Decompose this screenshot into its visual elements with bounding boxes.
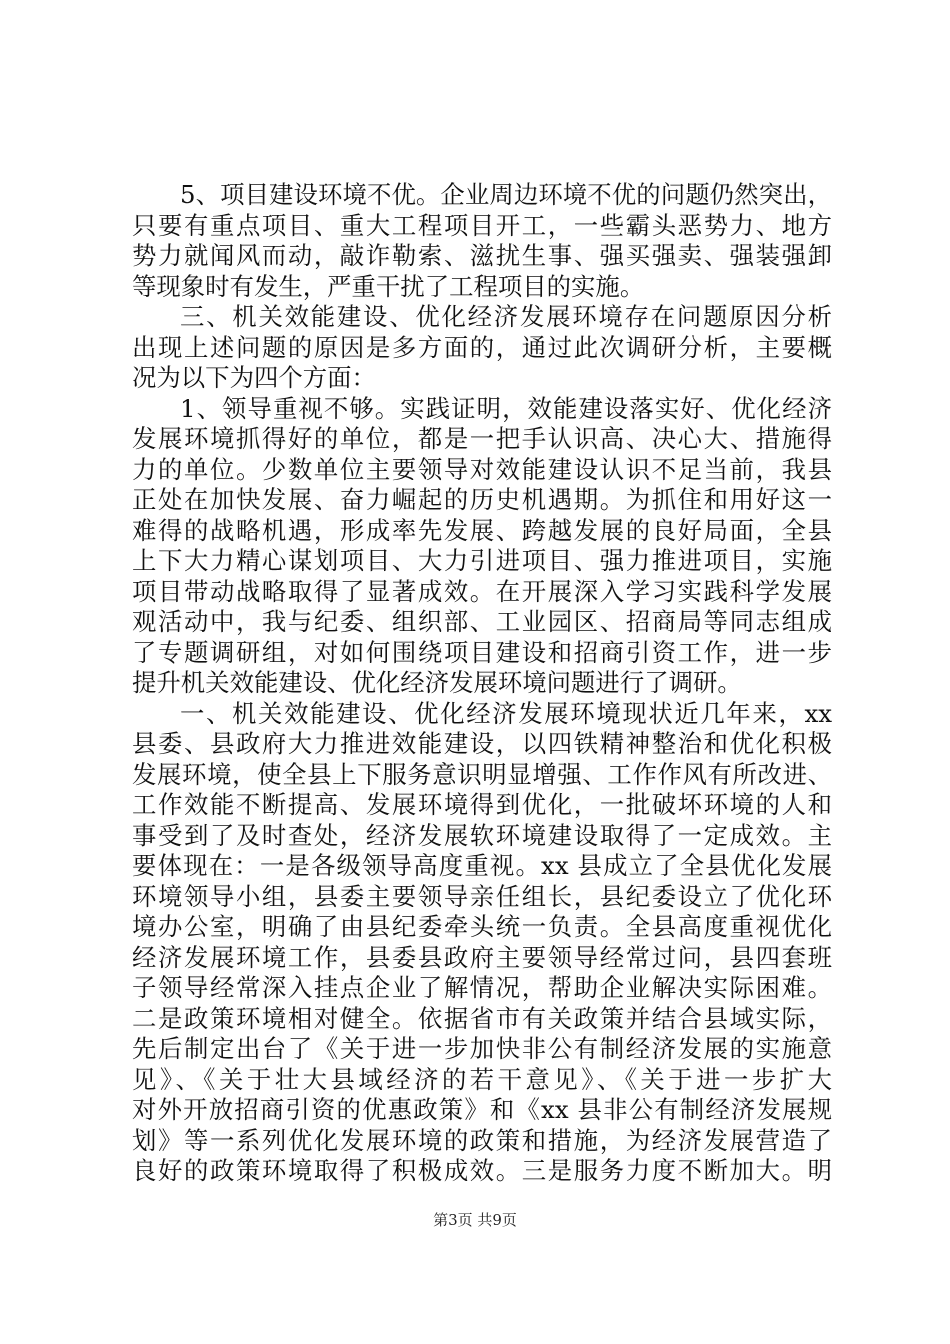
text-line: 境办公室，明确了由县纪委牵头统一负责。全县高度重视优化 [132, 912, 832, 941]
text-line: 等现象时有发生，严重干扰了工程项目的实施。 [132, 271, 645, 301]
document-body [132, 180, 832, 1187]
text-line: 县委、县政府大力推进效能建设，以四铁精神整治和优化积极 [132, 729, 832, 758]
text-line: 事受到了及时查处，经济发展软环境建设取得了一定成效。主 [132, 820, 832, 850]
text-line: 难得的战略机遇，形成率先发展、跨越发展的良好局面，全县 [132, 515, 832, 545]
text-line: 工作效能不断提高、发展环境得到优化，一批破坏环境的人和 [132, 790, 832, 819]
text-line: 见》、《关于壮大县域经济的若干意见》、《关于进一步扩大 [132, 1064, 832, 1094]
text-line: 势力就闻风而动，敲诈勒索、滋扰生事、强买强卖、强装强卸 [132, 241, 832, 270]
text-line: 要体现在：一是各级领导高度重视。xx 县成立了全县优化发展 [132, 851, 832, 880]
text-line: 1、领导重视不够。实践证明，效能建设落实好、优化经济 [180, 393, 832, 423]
text-line: 况为以下为四个方面： [132, 363, 376, 392]
text-line: 对外开放招商引资的优惠政策》和《xx 县非公有制经济发展规 [132, 1095, 832, 1124]
text-line: 发展环境抓得好的单位，都是一把手认识高、决心大、措施得 [132, 424, 832, 453]
text-line: 正处在加快发展、奋力崛起的历史机遇期。为抓住和用好这一 [132, 485, 832, 514]
text-line: 提升机关效能建设、优化经济发展环境问题进行了调研。 [132, 668, 742, 697]
text-line: 了专题调研组，对如何围绕项目建设和招商引资工作，进一步 [132, 637, 832, 667]
text-line: 发展环境，使全县上下服务意识明显增强、工作作风有所改进、 [132, 759, 832, 789]
text-line: 上下大力精心谋划项目、大力引进项目、强力推进项目，实施 [132, 546, 832, 575]
text-line: 5、项目建设环境不优。企业周边环境不优的问题仍然突出， [180, 180, 832, 209]
text-line: 观活动中，我与纪委、组织部、工业园区、招商局等同志组成 [132, 607, 832, 636]
text-line: 先后制定出台了《关于进一步加快非公有制经济发展的实施意 [132, 1034, 832, 1063]
text-line: 一、机关效能建设、优化经济发展环境现状近几年来，xx [180, 698, 832, 728]
text-line: 子领导经常深入挂点企业了解情况，帮助企业解决实际困难。 [132, 973, 832, 1002]
text-line: 良好的政策环境取得了积极成效。三是服务力度不断加大。明 [132, 1156, 832, 1185]
text-line: 三、机关效能建设、优化经济发展环境存在问题原因分析 [180, 302, 832, 331]
text-line: 经济发展环境工作，县委县政府主要领导经常过问，县四套班 [132, 942, 832, 972]
text-line: 力的单位。少数单位主要领导对效能建设认识不足当前，我县 [132, 454, 832, 484]
text-line: 二是政策环境相对健全。依据省市有关政策并结合县域实际， [132, 1003, 832, 1033]
page-footer: 第3页 共9页 [433, 1211, 517, 1229]
text-line: 环境领导小组，县委主要领导亲任组长，县纪委设立了优化环 [132, 881, 832, 911]
text-line: 项目带动战略取得了显著成效。在开展深入学习实践科学发展 [132, 576, 832, 606]
text-line: 只要有重点项目、重大工程项目开工，一些霸头恶势力、地方 [132, 210, 832, 240]
text-line: 划》等一系列优化发展环境的政策和措施，为经济发展营造了 [132, 1125, 832, 1155]
text-line: 出现上述问题的原因是多方面的，通过此次调研分析，主要概 [132, 332, 832, 362]
